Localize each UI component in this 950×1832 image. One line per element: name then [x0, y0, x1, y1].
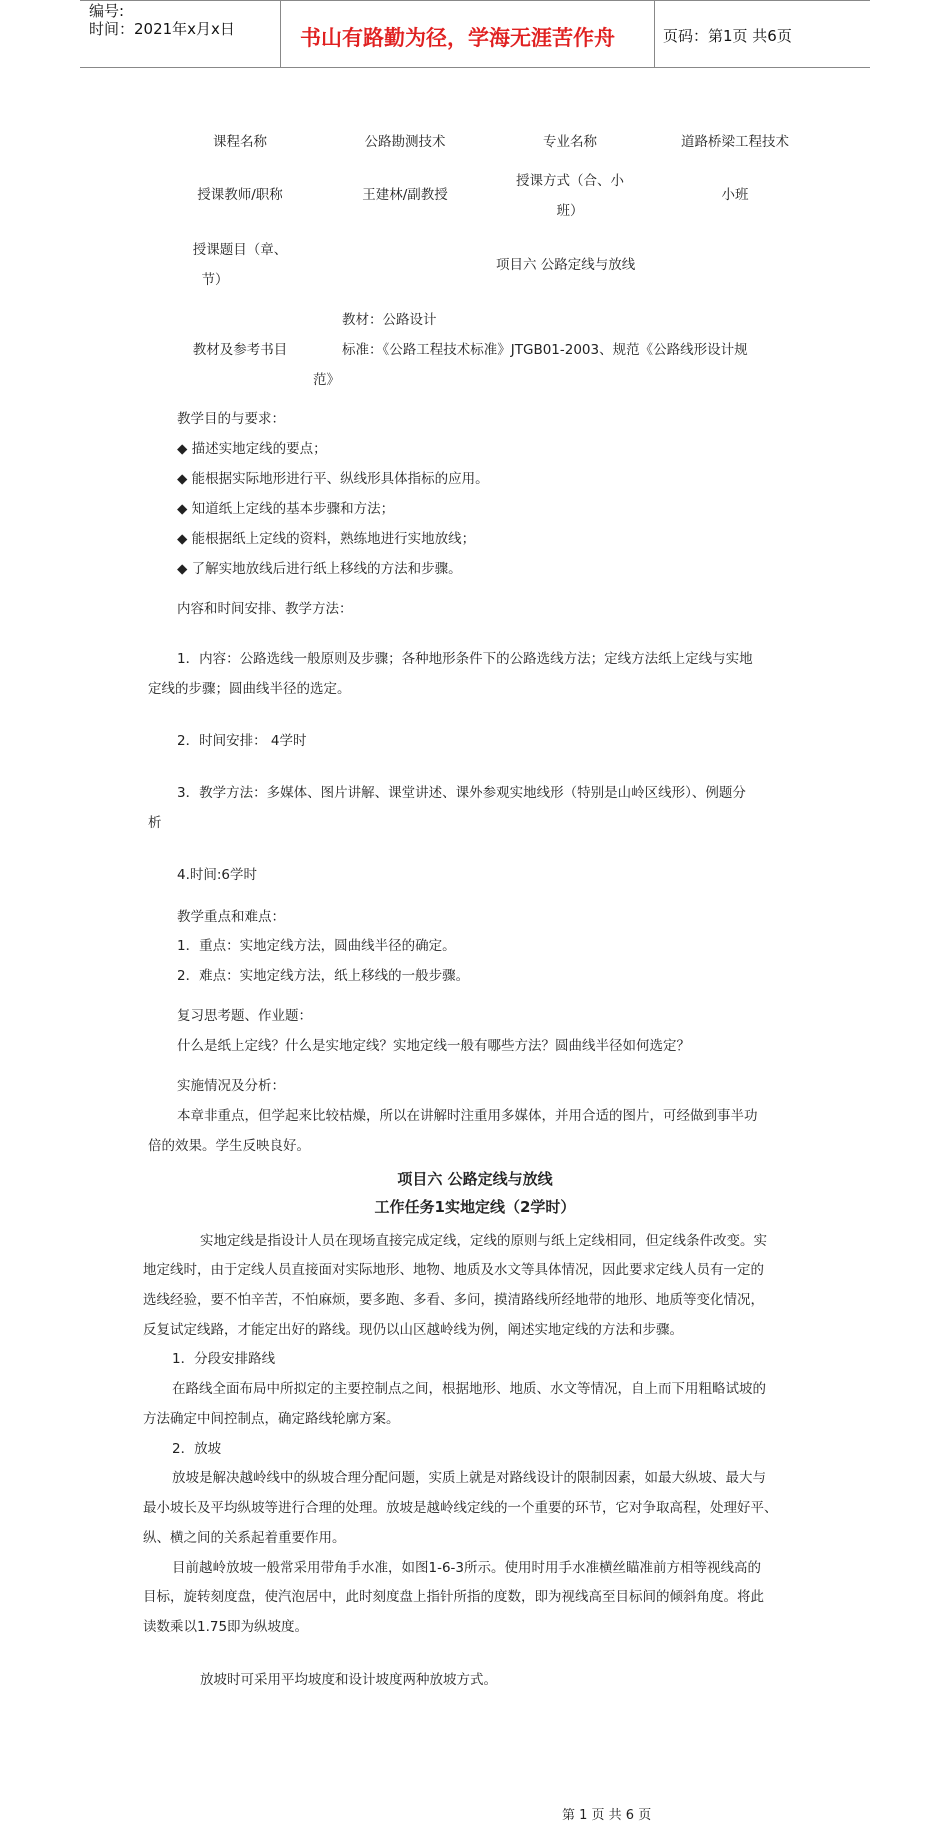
- document-code-label: 编号:: [89, 2, 125, 20]
- objective-item: ◆ 能根据纸上定线的资料，熟练地进行实地放线；: [177, 531, 476, 547]
- topic-label-line1: 授课题目（章、: [192, 242, 288, 258]
- header-page-number: 页码：第1页 共6页: [663, 27, 792, 45]
- objective-item: ◆ 了解实地放线后进行纸上移线的方法和步骤。: [177, 561, 462, 577]
- body-text-line: 反复试定线路，才能定出好的路线。现仍以山区越岭线为例，阐述实地定线的方法和步骤。: [143, 1322, 683, 1338]
- header-divider-left: [280, 0, 281, 68]
- task-heading: 工作任务1实地定线（2学时）: [374, 1198, 576, 1216]
- header-bottom-rule: [80, 67, 870, 68]
- body-text-line: 最小坡长及平均纵坡等进行合理的处理。放坡是越岭线定线的一个重要的环节，它对争取高程，处理好平、: [143, 1500, 778, 1516]
- objectives-title: 教学目的与要求：: [177, 411, 285, 427]
- document-date: 时间：2021年x月x日: [89, 20, 235, 38]
- course-name-label: 课程名称: [213, 134, 267, 150]
- header-top-rule: [80, 0, 870, 1]
- textbook-line2: 标准：《公路工程技术标准》JTGB01-2003、规范《公路线形设计规: [342, 342, 748, 358]
- analysis-title: 实施情况及分析：: [177, 1078, 285, 1094]
- textbook-line1: 教材：公路设计: [342, 312, 437, 328]
- topic-value: 项目六 公路定线与放线: [496, 257, 636, 273]
- footer-page-number: 第 1 页 共 6 页: [562, 1808, 652, 1823]
- content-item3-line2: 析: [148, 815, 162, 831]
- topic-label-line2: 节）: [201, 272, 229, 288]
- body-text-line: 实地定线是指设计人员在现场直接完成定线，定线的原则与纸上定线相同，但定线条件改变。实: [200, 1233, 767, 1249]
- objective-item: ◆ 描述实地定线的要点；: [177, 441, 327, 457]
- body-text-line: 读数乘以1.75即为纵坡度。: [143, 1619, 309, 1635]
- body-text-line: 选线经验，要不怕辛苦，不怕麻烦，要多跑、多看、多问，摸清路线所经地带的地形、地质等变化情况，: [143, 1292, 764, 1308]
- content-item4: 4.时间:6学时: [177, 867, 258, 883]
- review-title: 复习思考题、作业题：: [177, 1008, 312, 1024]
- key-point-item: 2．难点：实地定线方法，纸上移线的一般步骤。: [177, 968, 470, 984]
- content-item1-line2: 定线的步骤；圆曲线半径的选定。: [148, 681, 351, 697]
- review-questions: 什么是纸上定线？什么是实地定线？实地定线一般有哪些方法？圆曲线半径如何选定？: [177, 1038, 690, 1054]
- major-label: 专业名称: [543, 134, 597, 150]
- body-text-line: 纵、横之间的关系起着重要作用。: [143, 1530, 346, 1546]
- objective-item: ◆ 知道纸上定线的基本步骤和方法；: [177, 501, 395, 517]
- content-item2: 2．时间安排： 4学时: [177, 733, 307, 749]
- header-divider-right: [654, 0, 655, 68]
- course-name-value: 公路勘测技术: [364, 134, 446, 150]
- project-heading: 项目六 公路定线与放线: [397, 1170, 553, 1188]
- header-motto: 书山有路勤为径，学海无涯苦作舟: [300, 26, 615, 50]
- key-points-title: 教学重点和难点：: [177, 909, 285, 925]
- analysis-line2: 倍的效果。学生反映良好。: [148, 1138, 310, 1154]
- analysis-line1: 本章非重点，但学起来比较枯燥，所以在讲解时注重用多媒体，并用合适的图片，可经做到事半功: [177, 1108, 758, 1124]
- objective-item: ◆ 能根据实际地形进行平、纵线形具体指标的应用。: [177, 471, 489, 487]
- body-text-line: 目前越岭放坡一般常采用带角手水准，如图1-6-3所示。使用时用手水准横丝瞄准前方相等视线高的: [172, 1560, 762, 1576]
- body-text-line: 放坡是解决越岭线中的纵坡合理分配问题，实质上就是对路线设计的限制因素，如最大纵坡、最大与: [172, 1470, 766, 1486]
- body-subheading: 2．放坡: [172, 1441, 222, 1457]
- teaching-mode-label-line1: 授课方式（合、小: [516, 173, 624, 189]
- body-subheading: 1．分段安排路线: [172, 1351, 276, 1367]
- body-text-line: 方法确定中间控制点，确定路线轮廓方案。: [143, 1411, 400, 1427]
- textbook-label: 教材及参考书目: [192, 342, 288, 358]
- textbook-line3: 范》: [313, 372, 340, 388]
- body-text-line: 目标，旋转刻度盘，使汽泡居中，此时刻度盘上指针所指的度数，即为视线高至目标间的倾斜角度。将此: [143, 1589, 764, 1605]
- body-text-line: 在路线全面布局中所拟定的主要控制点之间，根据地形、地质、水文等情况，自上而下用粗略试坡的: [172, 1381, 766, 1397]
- teacher-value: 王建林/副教授: [362, 187, 448, 203]
- content-item3-line1: 3．教学方法：多媒体、图片讲解、课堂讲述、课外参观实地线形（特别是山岭区线形）、例题分: [177, 785, 746, 801]
- content-item1-line1: 1．内容：公路选线一般原则及步骤；各种地形条件下的公路选线方法；定线方法纸上定线与实地: [177, 651, 753, 667]
- major-value: 道路桥梁工程技术: [681, 134, 789, 150]
- content-section-title: 内容和时间安排、教学方法：: [177, 601, 353, 617]
- teaching-mode-value: 小班: [721, 187, 749, 203]
- teacher-label: 授课教师/职称: [197, 187, 283, 203]
- key-point-item: 1．重点：实地定线方法，圆曲线半径的确定。: [177, 938, 456, 954]
- teaching-mode-label-line2: 班）: [556, 203, 584, 219]
- body-text-line: 放坡时可采用平均坡度和设计坡度两种放坡方式。: [200, 1672, 497, 1688]
- body-text-line: 地定线时，由于定线人员直接面对实际地形、地物、地质及水文等具体情况，因此要求定线人员有一定的: [143, 1262, 764, 1278]
